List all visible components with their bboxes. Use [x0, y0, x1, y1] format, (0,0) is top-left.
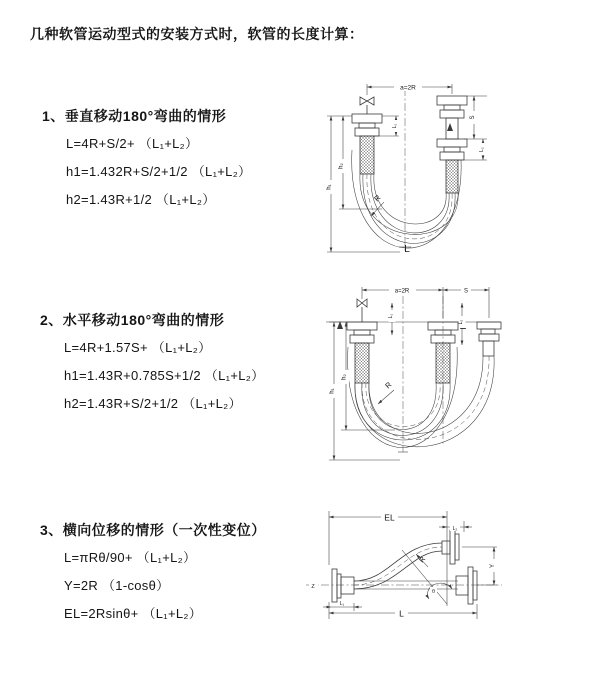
dim-a2r-s: [362, 286, 489, 318]
section-1-formula-L: L=4R+S/2+ （L₁+L₂）: [66, 136, 199, 151]
dim-label-s: S: [463, 288, 469, 295]
displaced-hose: [354, 530, 459, 589]
diagram-horizontal-180-bend: [320, 281, 505, 463]
section-1-formula-h1: h1=1.432R+S/2+1/2 （L₁+L₂）: [66, 164, 252, 179]
section-2-formula-L: L=4R+1.57S+ （L₁+L₂）: [64, 340, 212, 355]
diagram-vertical-180-bend: [315, 73, 500, 263]
dim-label-h2: h₂: [338, 163, 345, 169]
dim-l2: [439, 521, 472, 532]
dim-l2: [458, 303, 466, 345]
radius-label: R: [372, 192, 383, 204]
dim-s-l2: [458, 96, 487, 160]
dim-l1: [388, 303, 396, 335]
dim-label-l2: L₂: [479, 147, 485, 152]
right-connector: [437, 96, 467, 193]
dim-label-y: Y: [490, 563, 496, 569]
braided-hose-end: [446, 160, 458, 193]
dim-y: [462, 547, 498, 585]
dim-label-h1: h₁: [326, 184, 333, 190]
radius-label: R: [383, 379, 394, 391]
flow-arrow-icon: [447, 123, 453, 131]
dim-label-l: L: [399, 608, 404, 619]
section-2-formula-h1: h1=1.43R+0.785S+1/2 （L₁+L₂）: [64, 368, 265, 383]
left-connector: [352, 97, 382, 174]
dim-l: [329, 602, 477, 619]
z-axis-label: Z: [311, 584, 315, 590]
page-title: 几种软管运动型式的安装方式时，软管的长度计算：: [30, 26, 364, 42]
dim-label-h2: h₂: [341, 374, 348, 380]
dim-label-l2: L₂: [452, 526, 458, 532]
section-3-formula-Y: Y=2R （1-cosθ）: [64, 578, 170, 593]
radius-label: R: [418, 555, 428, 565]
radius-line: [402, 550, 447, 604]
left-flange: [332, 569, 354, 602]
original-position-hose: [354, 567, 477, 604]
valve-icon: [360, 97, 374, 105]
diagram-lateral-displacement: [303, 503, 505, 625]
dim-label-h1: h₁: [329, 388, 336, 394]
section-1-heading: 1、垂直移动180°弯曲的情形: [42, 108, 227, 124]
section-2-heading: 2、水平移动180°弯曲的情形: [40, 312, 225, 328]
dim-label-l1: L₁: [339, 601, 345, 607]
dim-label-l1: L₁: [392, 123, 398, 129]
length-label: L: [404, 244, 410, 255]
dim-l1: [374, 116, 400, 136]
dim-label-a2r: a=2R: [394, 288, 410, 295]
valve-icon: [357, 299, 367, 307]
shifted-connector: [477, 322, 501, 356]
section-3-formula-EL: EL=2Rsinθ+ （L₁+L₂）: [64, 606, 203, 621]
left-connector: [347, 322, 377, 383]
radius-leader: [378, 390, 394, 404]
hose-u-curves: [348, 347, 494, 448]
dim-label-s: S: [470, 115, 476, 120]
section-2-formula-h2: h2=1.43R+S/2+1/2 （L₁+L₂）: [64, 396, 242, 411]
section-3-formula-L: L=πRθ/90+ （L₁+L₂）: [64, 550, 197, 565]
braided-hose-end: [360, 136, 374, 174]
theta-label: θ: [432, 589, 435, 595]
dim-label-l2: L₂: [458, 319, 464, 325]
section-1-formula-h2: h2=1.43R+1/2 （L₁+L₂）: [66, 192, 216, 207]
dim-label-l1: L₁: [388, 313, 394, 319]
section-3-heading: 3、横向位移的情形（一次性变位）: [40, 522, 266, 538]
dim-el: [329, 511, 447, 606]
dim-label-el: EL: [384, 512, 395, 523]
dim-a2r: [367, 83, 452, 95]
dim-label-a2r: a=2R: [400, 84, 416, 92]
